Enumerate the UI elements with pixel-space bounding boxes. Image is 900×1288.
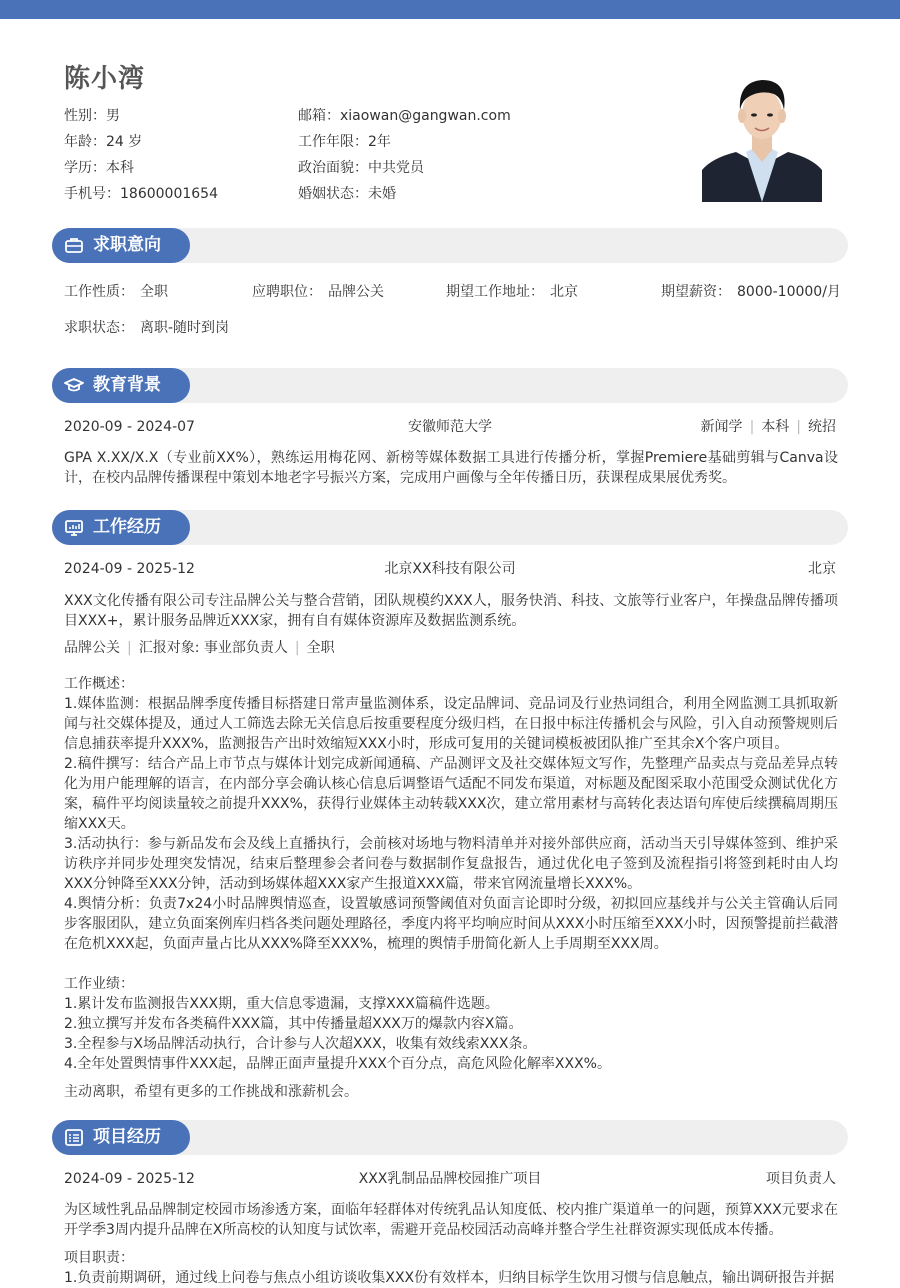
work-overview-item: 2.稿件撰写：结合产品上市节点与媒体计划完成新闻通稿、产品测评文及社交媒体短文写作，先整理产品卖点与竞品差异点转化为用户能理解的语言，在内部分享会确认核心信息后调整语气适配不同发布渠道，对标题及配图采取小范围受众测试优化方案，稿件平均阅读量较之前提升XXX%，获得行业媒体主动转载XXX次，建立常用素材与高转化表达语句库使后续撰稿周期压缩XXX天。 — [64, 756, 838, 832]
section-title: 求职意向 — [93, 235, 161, 255]
project-duty-title: 项目职责： — [64, 1250, 134, 1266]
work-achievements-title: 工作业绩： — [64, 976, 134, 992]
work-overview — [64, 674, 838, 1102]
work-overview-item: 1.媒体监测：根据品牌季度传播目标搭建日常声量监测体系，设定品牌词、竞品词及行业热词组合，利用全网监测工具抓取新闻与社交媒体提及，通过人工筛选去除无关信息后按重要程度分级归档，在日报中标注传播机会与风险，引入自动预警规则后信息捕获率提升XXX%，监测报告产出时效缩短XXX小时，形成可复用的关键词模板被团队推广至其余X个客户项目。 — [64, 696, 838, 752]
section-header-work — [52, 510, 848, 545]
intent-item: 期望薪资： 8000-10000/月 — [661, 284, 841, 300]
intent-item: 期望工作地址： 北京 — [446, 284, 578, 300]
tag: 全职 — [306, 640, 335, 656]
work-overview-title: 工作概述： — [64, 676, 134, 692]
info-label: 手机号： — [64, 186, 120, 202]
intent-item: 应聘职位： 品牌公关 — [252, 284, 384, 300]
project-date: 2024-09 - 2025-12 — [64, 1171, 195, 1187]
briefcase-icon — [64, 236, 84, 255]
work-overview-item: 4.舆情分析：负责7x24小时品牌舆情巡查，设置敏感词预警阈值对负面言论即时分级，初拟回应基线并与公关主管确认后同步客服团队，建立负面案例库归档各类问题处理路径，季度内将平均响应时间从XXX小时压缩至XXX小时，因预警提前拦截潜在危机XXX起，负面声量占比从XXX%降至XXX%，梳理的舆情手册简化新人上手周期至XXX周。 — [64, 896, 838, 952]
top-accent-bar — [0, 0, 900, 19]
info-value: 未婚 — [368, 186, 396, 202]
work-company-intro: XXX文化传播有限公司专注品牌公关与整合营销，团队规模约XXX人，服务快消、科技、文旅等行业客户，年操盘品牌传播项目XXX+，累计服务品牌近XXX家，拥有自有媒体资源库及数据监测系统。 — [64, 593, 838, 629]
project-name: XXX乳制品品牌校园推广项目 — [358, 1171, 542, 1187]
work-company: 北京XX科技有限公司 — [384, 561, 516, 577]
section-title: 教育背景 — [93, 375, 161, 395]
info-label: 工作年限： — [298, 134, 368, 150]
edu-description: GPA X.XX/X.X（专业前XX%），熟练运用梅花网、新榜等媒体数据工具进行传播分析，掌握Premiere基础剪辑与Canva设计，在校内品牌传播课程中策划本地老字号振兴方案，完成用户画像与全年传播日历，获课程成果展优秀奖。 — [64, 450, 838, 486]
section-header-intent — [52, 228, 848, 263]
work-city: 北京 — [808, 561, 836, 577]
phone-value: 18600001654 — [120, 186, 218, 202]
section-title-pill — [52, 228, 190, 263]
edu-school: 安徽师范大学 — [408, 419, 492, 435]
work-date: 2024-09 - 2025-12 — [64, 561, 195, 577]
info-value: 男 — [106, 108, 120, 124]
work-tags: 品牌公关 | 汇报对象: 事业部负责人 | 全职 — [64, 640, 335, 656]
section-header-project — [52, 1120, 848, 1155]
tag: 汇报对象: 事业部负责人 — [138, 640, 288, 656]
intent-item: 求职状态： 离职-随时到岗 — [64, 320, 230, 336]
section-title: 工作经历 — [93, 517, 161, 537]
section-title: 项目经历 — [93, 1127, 161, 1147]
section-title-pill — [52, 1120, 190, 1155]
project-description: 为区域性乳品品牌制定校园市场渗透方案，面临年轻群体对传统乳品认知度低、校内推广渠道单一的问题，预算XXX元要求在开学季3周内提升品牌在X所高校的认知度与试饮率，需避开竞品校园活动高峰并整合学生社群资源实现低成本传播。 — [64, 1202, 838, 1238]
info-value: 24 岁 — [106, 134, 143, 150]
info-row — [64, 130, 684, 156]
info-row — [64, 104, 684, 130]
work-achievement-item: 1.累计发布监测报告XXX期，重大信息零遗漏，支撑XXX篇稿件选题。 — [64, 996, 499, 1012]
section-header-education — [52, 368, 848, 403]
monitor-chart-icon — [64, 518, 84, 537]
info-label: 政治面貌： — [298, 160, 368, 176]
section-title-pill — [52, 510, 190, 545]
info-label: 年龄： — [64, 134, 106, 150]
section-title-pill — [52, 368, 190, 403]
project-role: 项目负责人 — [766, 1171, 836, 1187]
info-label: 学历： — [64, 160, 106, 176]
info-label: 性别： — [64, 108, 106, 124]
edu-meta: 新闻学 | 本科 | 统招 — [700, 419, 836, 435]
info-value: 本科 — [106, 160, 134, 176]
intent-item: 工作性质： 全职 — [64, 284, 168, 300]
work-achievement-item: 2.独立撰写并发布各类稿件XXX篇，其中传播量超XXX万的爆款内容X篇。 — [64, 1016, 523, 1032]
info-row — [64, 182, 684, 208]
tag: 品牌公关 — [64, 640, 120, 656]
info-value: 2年 — [368, 134, 391, 150]
avatar-photo — [702, 70, 822, 202]
info-value: 中共党员 — [368, 160, 424, 176]
edu-date: 2020-09 - 2024-07 — [64, 419, 195, 435]
project-duty-item: 1.负责前期调研，通过线上问卷与焦点小组访谈收集XXX份有效样本，归纳目标学生饮用习惯与信息触点，输出调研报告并据 — [64, 1270, 835, 1286]
work-achievement-item: 4.全年处置舆情事件XXX起，品牌正面声量提升XXX个百分点，高危风险化解率XXX%。 — [64, 1056, 611, 1072]
info-label: 邮箱： — [298, 108, 340, 124]
work-leave-reason: 主动离职，希望有更多的工作挑战和涨薪机会。 — [64, 1084, 358, 1100]
info-row — [64, 156, 684, 182]
list-icon — [64, 1128, 84, 1147]
email-value[interactable]: xiaowan@gangwan.com — [340, 108, 511, 124]
basic-info — [64, 104, 684, 208]
work-overview-item: 3.活动执行：参与新品发布会及线上直播执行，会前核对场地与物料清单并对接外部供应商，活动当天引导媒体签到、维护采访秩序并同步处理突发情况，结束后整理参会者问卷与数据制作复盘报告，通过优化电子签到及流程指引将签到耗时由人均XXX分钟降至XXX分钟，活动到场媒体超XXX家产生报道XXX篇，带来官网流量增长XXX%。 — [64, 836, 838, 892]
graduation-cap-icon — [64, 376, 84, 395]
candidate-name: 陈小湾 — [64, 64, 146, 94]
info-label: 婚姻状态： — [298, 186, 368, 202]
work-achievement-item: 3.全程参与X场品牌活动执行，合计参与人次超XXX，收集有效线索XXX条。 — [64, 1036, 537, 1052]
